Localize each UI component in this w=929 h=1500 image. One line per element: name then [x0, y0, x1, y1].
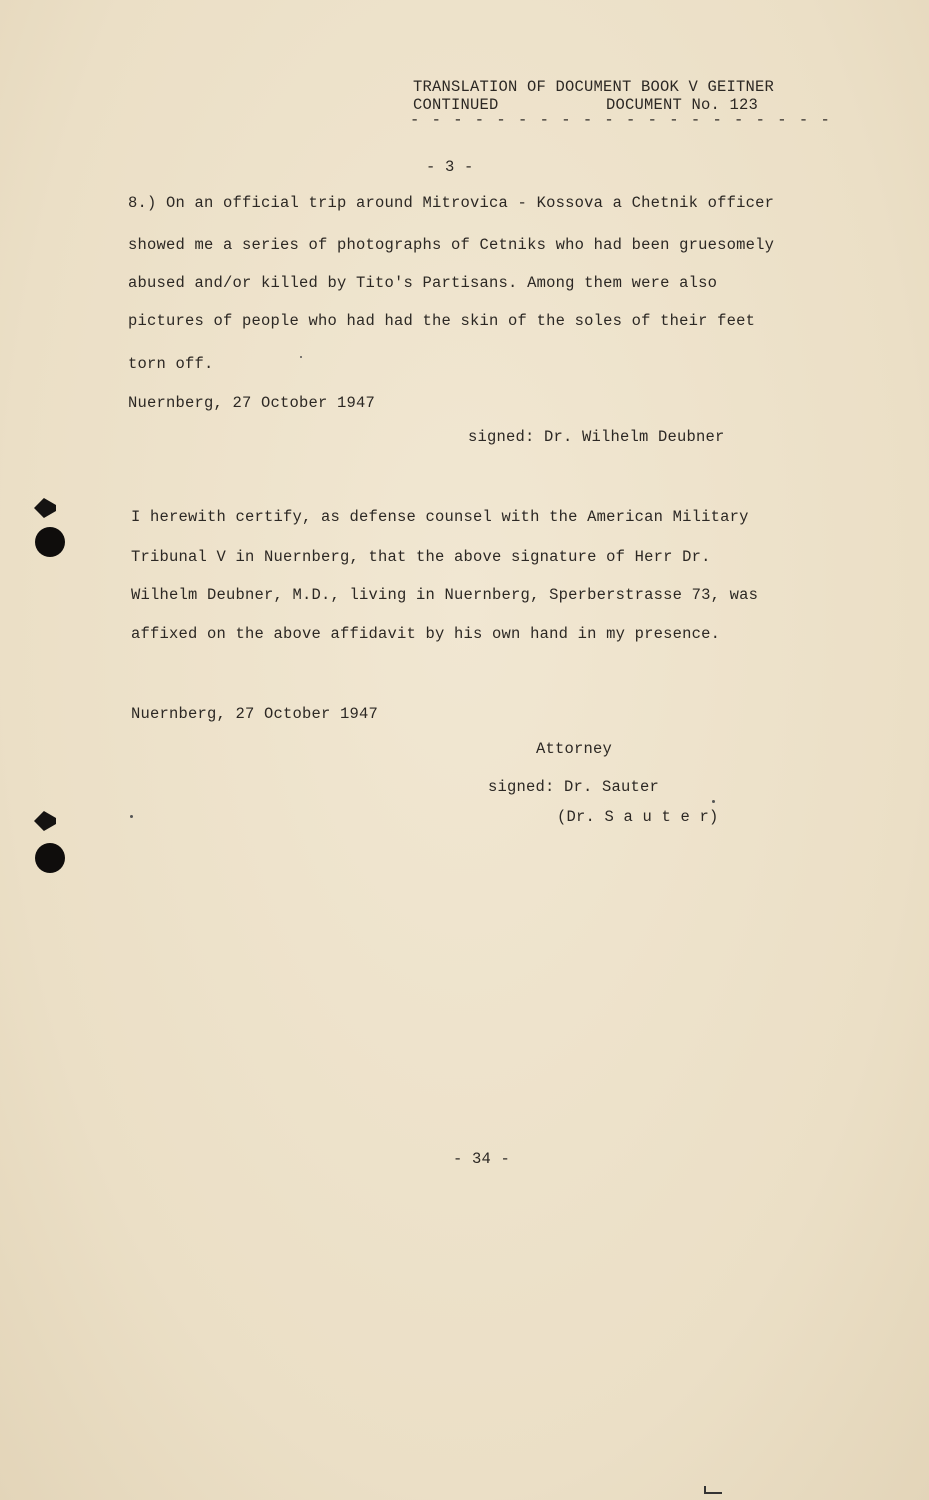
paragraph-line: abused and/or killed by Tito's Partisans. Among them were also [128, 274, 718, 292]
document-header-continued: CONTINUED [413, 96, 499, 114]
header-dashed-rule: - - - - - - - - - - - - - - - - - - - - [410, 111, 832, 129]
affidavit-place-date: Nuernberg, 27 October 1947 [128, 394, 376, 412]
paragraph-line: Wilhelm Deubner, M.D., living in Nuernberg, Sperberstrasse 73, was [131, 586, 759, 604]
paragraph-line: affixed on the above affidavit by his own hand in my presence. [131, 625, 721, 643]
paper-speck [300, 356, 302, 358]
certification-place-date: Nuernberg, 27 October 1947 [131, 705, 379, 723]
document-header-title: TRANSLATION OF DOCUMENT BOOK V GEITNER [413, 78, 775, 96]
binder-arrow-icon [34, 811, 56, 831]
punch-hole-icon [35, 843, 65, 873]
paper-speck [712, 800, 715, 803]
paragraph-line: pictures of people who had had the skin of the soles of their feet [128, 312, 756, 330]
document-number: DOCUMENT No. 123 [606, 96, 759, 114]
binder-arrow-icon [34, 498, 56, 518]
affidavit-signature: signed: Dr. Wilhelm Deubner [468, 428, 725, 446]
edge-mark [704, 1486, 722, 1494]
paragraph-line: I herewith certify, as defense counsel with the American Military [131, 508, 749, 526]
footer-page-number: - 34 - [453, 1150, 511, 1168]
paper-speck [130, 815, 133, 818]
attorney-name: (Dr. S a u t e r) [557, 808, 719, 826]
page-marker: - 3 - [426, 158, 474, 176]
paragraph-line: 8.) On an official trip around Mitrovica - Kossova a Chetnik officer [128, 194, 775, 212]
paragraph-line: torn off. [128, 355, 214, 373]
paragraph-line: showed me a series of photographs of Cetniks who had been gruesomely [128, 236, 775, 254]
attorney-signature: signed: Dr. Sauter [488, 778, 660, 796]
attorney-title: Attorney [536, 740, 613, 758]
paragraph-line: Tribunal V in Nuernberg, that the above signature of Herr Dr. [131, 548, 711, 566]
punch-hole-icon [35, 527, 65, 557]
